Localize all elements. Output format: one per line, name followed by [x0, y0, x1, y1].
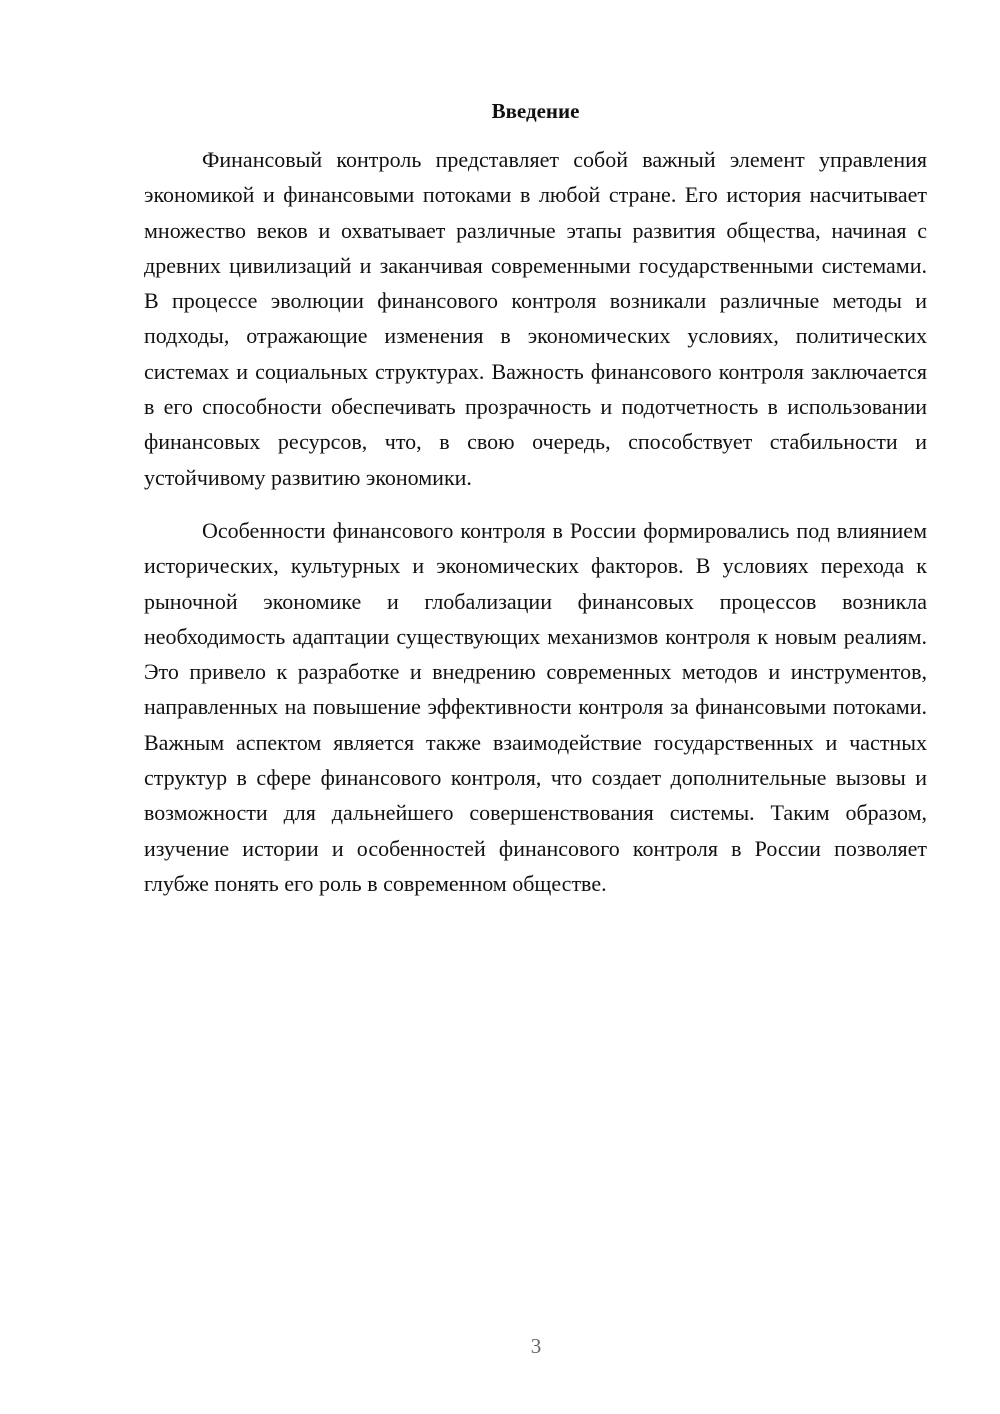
paragraph-1: Финансовый контроль представляет собой важный элемент управления экономикой и финансовыми потоками в любой стране. Его история насчитывает множество веков и охватывает различные этапы развития общества, начиная с древних цивилизаций и заканчивая современными государственными системами. В процессе эволюции финансового контроля возникали различные методы и подходы, отражающие изменения в экономических условиях, политических системах и социальных структурах. Важность финансового контроля заключается в его способности обеспечивать прозрачность и подотчетность в использовании финансовых ресурсов, что, в свою очередь, способствует стабильности и устойчивому развитию экономики. [144, 147, 927, 490]
section-heading: Введение [491, 99, 580, 123]
page-content [144, 96, 927, 919]
paragraph-2: Особенности финансового контроля в России формировались под влиянием исторических, культурных и экономических факторов. В условиях перехода к рыночной экономике и глобализации финансовых процессов возникла необходимость адаптации существующих механизмов контроля к новым реалиям. Это привело к разработке и внедрению современных методов и инструментов, направленных на повышение эффективности контроля за финансовыми потоками. Важным аспектом является также взаимодействие государственных и частных структур в сфере финансового контроля, что создает дополнительные вызовы и возможности для дальнейшего совершенствования системы. Таким образом, изучение истории и особенностей финансового контроля в России позволяет глубже понять его роль в современном обществе. [144, 517, 927, 896]
page-number: 3 [530, 1334, 542, 1358]
